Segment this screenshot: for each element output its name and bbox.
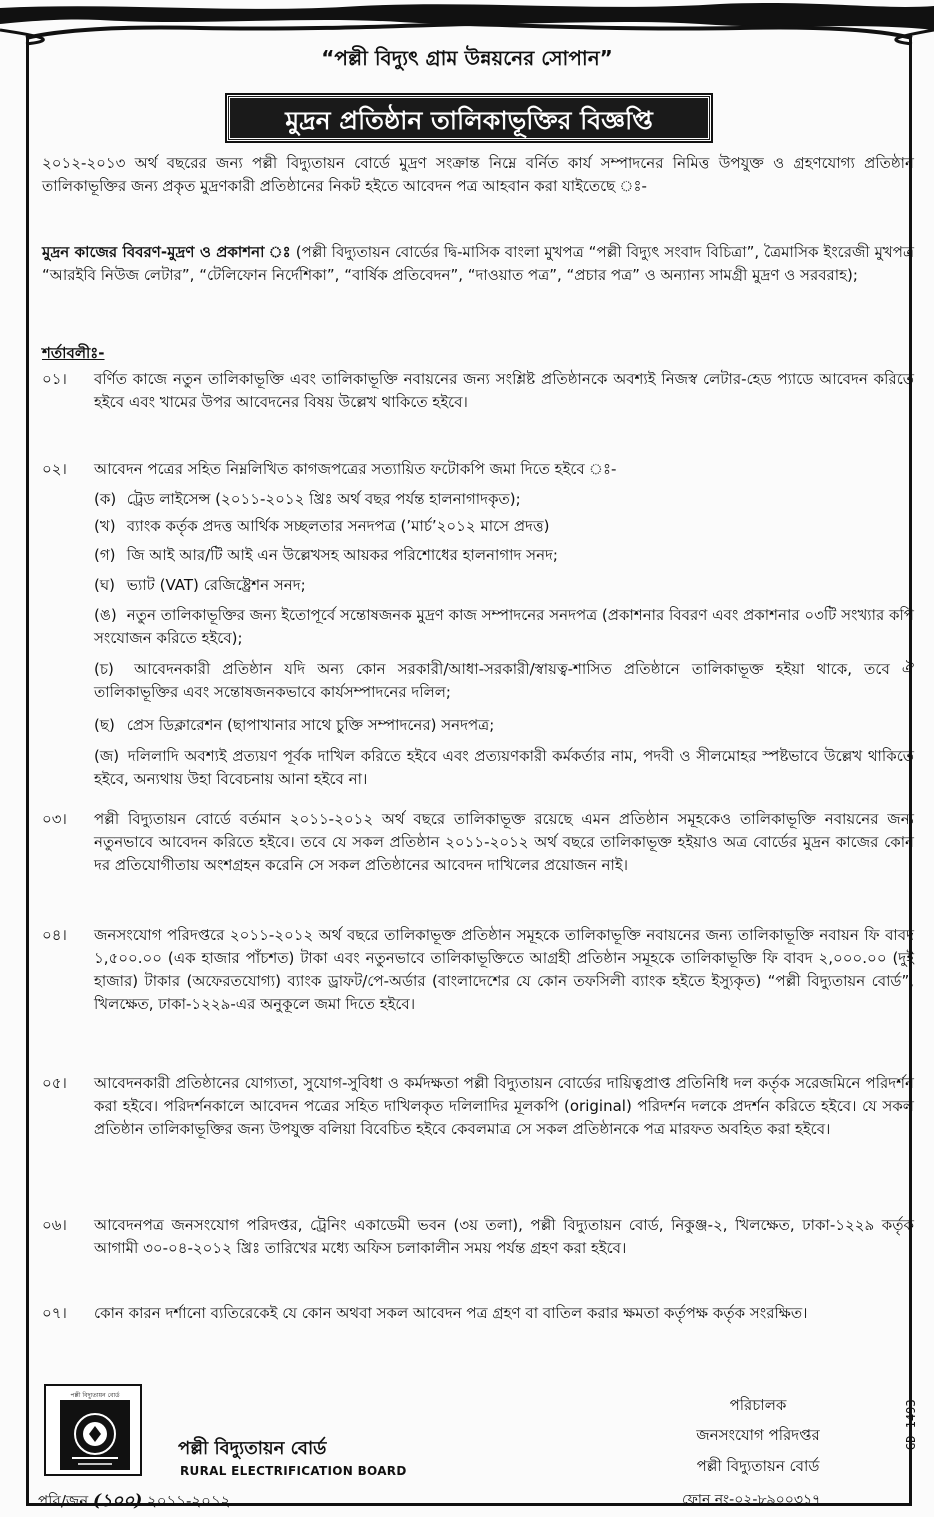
document-item — [94, 544, 914, 567]
condition-number: ০৭। — [42, 1304, 67, 1322]
condition-item: আবেদনপত্র জনসংযোগ পরিদপ্তর, ট্রেনিং একাডেমী ভবন (৩য় তলা), পল্লী বিদ্যুতায়ন বোর্ড, নিকুঞ্জ-২, খিলক্ষেত, ঢাকা-১২২৯ কর্তৃক আগামী ৩০-০৪-২০১২ খ্রিঃ তারিখের মধ্যে অফিস চলাকালীন সময় পর্যন্ত গ্রহণ করা হইবে। — [94, 1216, 914, 1257]
org-name-bangla: পল্লী বিদ্যুতায়ন বোর্ড — [178, 1438, 327, 1459]
condition-number: ০৬। — [42, 1216, 67, 1234]
org-name-english: RURAL ELECTRIFICATION BOARD — [180, 1464, 407, 1478]
slogan: “পল্লী বিদ্যুৎ গ্রাম উন্নয়নের সোপান” — [321, 46, 613, 70]
document-label: (ঘ) — [94, 576, 115, 594]
document-text: দলিলাদি অবশ্যই প্রত্যয়ণ পূর্বক দাখিল করিতে হইবে এবং প্রত্যয়ণকারী কর্মকর্তার নাম, পদবী ও সীলমোহর স্পষ্টভাবে উল্লেখ থাকিতে হইবে, অন্যথায় উহা বিবেচনায় আনা হইবে না। — [94, 747, 914, 788]
signatory-title: পরিচালক — [729, 1396, 787, 1414]
intro-paragraph: ২০১২-২০১৩ অর্থ বছরের জন্য পল্লী বিদ্যুতায়ন বোর্ডে মুদ্রণ সংক্রান্ত নিম্নে বর্নিত কার্য সম্পাদনের নিমিত্ত উপযুক্ত ও গ্রহণযোগ্য প্রতিষ্ঠান তালিকাভূক্তির জন্য প্রকৃত মুদ্রণকারী প্রতিষ্ঠানের নিকট হইতে আবেদন পত্র আহবান করা যাইতেছে ঃ- — [42, 154, 914, 195]
document-label: (ক) — [94, 490, 117, 508]
condition-number: ০৩। — [42, 810, 67, 828]
document-label: (জ) — [94, 747, 120, 765]
reb-logo — [44, 1384, 142, 1476]
reb-emblem-icon — [60, 1400, 130, 1470]
document-item — [94, 515, 914, 538]
condition-item: পল্লী বিদ্যুতায়ন বোর্ডে বর্তমান ২০১১-২০১২ অর্থ বছরে তালিকাভূক্ত রয়েছে এমন প্রতিষ্ঠান সমূহকেও তালিকাভূক্তি নবায়নের জন্য নতুনভাবে আবেদন করিতে হইবে। তবে যে সকল প্রতিষ্ঠান ২০১১-২০১২ অর্থ বছরে তালিকাভূক্ত হইয়াও অত্র বোর্ডের মুদ্রন কাজের কোন দর প্রতিযোগীতায় অংশগ্রহন করেনি সে সকল প্রতিষ্ঠানের আবেদন দাখিলের প্রয়োজন নাই। — [94, 810, 914, 874]
condition-item: আবেদনকারী প্রতিষ্ঠানের যোগ্যতা, সুযোগ-সুবিধা ও কর্মদক্ষতা পল্লী বিদ্যুতায়ন বোর্ডের দায়িত্বপ্রাপ্ত প্রতিনিধি দল কর্তৃক সরেজমিনে পরিদর্শন করা হইবে। পরিদর্শনকালে আবেদন পত্রের সহিত দাখিলকৃত দলিলাদির মূলকপি (original) পরিদর্শন দলকে প্রদর্শন করিতে হইবে। যে সকল প্রতিষ্ঠান তালিকাভূক্তির জন্য উপযুক্ত বলিয়া বিবেচিত হইবে কেবলমাত্র সে সকল প্রতিষ্ঠানকে পত্র মারফত অবহিত করা হইবে। — [94, 1074, 914, 1138]
signatory-organization: পল্লী বিদ্যুতায়ন বোর্ড — [696, 1457, 820, 1475]
phone-number: ফোন নং-০২-৮৯০০৩১৭ — [682, 1492, 822, 1508]
work-description-body: (পল্লী বিদ্যুতায়ন বোর্ডের দ্বি-মাসিক বাংলা মুখপত্র “পল্লী বিদ্যুৎ সংবাদ বিচিত্রা”, ত্রৈমাসিক ইংরেজী মুখপত্র “আরইবি নিউজ লেটার”, “টেলিফোন নির্দেশিকা”, “বার্ষিক প্রতিবেদন”, “দাওয়াত পত্র”, “প্রচার পত্র” ও অন্যান্য সামগ্রী মুদ্রণ ও সরবরাহ); — [42, 243, 914, 284]
work-description-lead: মুদ্রন কাজের বিবরণ-মুদ্রণ ও প্রকাশনা ঃ — [42, 243, 291, 261]
document-item — [94, 658, 914, 704]
condition-number: ০৪। — [42, 926, 67, 944]
document-item — [94, 574, 914, 597]
document-text: প্রেস ডিক্লারেশন (ছাপাখানার সাথে চুক্তি সম্পাদনের) সনদপত্র; — [126, 716, 495, 734]
condition-item: জনসংযোগ পরিদপ্তরে ২০১১-২০১২ অর্থ বছরে তালিকাভূক্ত প্রতিষ্ঠান সমূহকে তালিকাভূক্তি নবায়নের জন্য তালিকাভূক্তি নবায়ন ফি বাবদ ১,৫০০.০০ (এক হাজার পাঁচশত) টাকা এবং নতুনভাবে তালিকাভূক্তিতে আগ্রহী প্রতিষ্ঠান সমূহকে তালিকাভূক্তি ফি বাবদ ২,০০০.০০ (দুই হাজার) টাকার (অফেরতযোগ্য) ব্যাংক ড্রাফট/পে-অর্ডার (বাংলাদেশের যে কোন তফসিলী ব্যাংক হইতে ইস্যুকৃত) “পল্লী বিদ্যুতায়ন বোর্ড”, খিলক্ষেত, ঢাকা-১২২৯-এর অনুকূলে জমা দিতে হইবে। — [94, 926, 914, 1013]
condition-item: কোন কারন দর্শানো ব্যতিরেকেই যে কোন অথবা সকল আবেদন পত্র গ্রহণ বা বাতিল করার ক্ষমতা কর্তৃপক্ষ কর্তৃক সংরক্ষিত। — [94, 1304, 808, 1322]
document-item — [94, 745, 914, 791]
document-text: ব্যাংক কর্তৃক প্রদত্ত আর্থিক সচ্ছলতার সনদপত্র (’মার্চ’২০১২ মাসে প্রদত্ত) — [126, 517, 550, 535]
document-text: ট্রেড লাইসেন্স (২০১১-২০১২ খ্রিঃ অর্থ বছর পর্যন্ত হালনাগাদকৃত); — [126, 490, 521, 508]
signatory-department: জনসংযোগ পরিদপ্তর — [696, 1426, 820, 1444]
reference-year: ২০১১-২০১২ — [147, 1492, 231, 1510]
document-label: (চ) — [94, 660, 114, 678]
condition-item: আবেদন পত্রের সহিত নিম্নলিখিত কাগজপত্রের সত্যায়িত ফটোকপি জমা দিতে হইবে ঃ- — [94, 460, 617, 478]
condition-number: ০৫। — [42, 1074, 67, 1092]
document-text: জি আই আর/টি আই এন উল্লেখসহ আয়কর পরিশোধের হালনাগাদ সনদ; — [126, 546, 558, 564]
logo-caption: পল্লী বিদ্যুতায়ন বোর্ড — [70, 1392, 120, 1399]
document-text: আবেদনকারী প্রতিষ্ঠান যদি অন্য কোন সরকারী/আধা-সরকারী/স্বায়ত্ব-শাসিত প্রতিষ্ঠানে তালিকাভূক্ত হইয়া থাকে, তবে ঐ তালিকাভূক্তির এবং সন্তোষজনকভাবে কার্যসম্পাদনের দলিল; — [94, 660, 914, 701]
condition-item: বর্ণিত কাজে নতুন তালিকাভূক্তি এবং তালিকাভূক্তি নবায়নের জন্য সংশ্লিষ্ট প্রতিষ্ঠানকে অবশ্যই নিজস্ব লেটার-হেড প্যাডে আবেদন করিতে হইবে এবং খামের উপর আবেদনের বিষয় উল্লেখ থাকিতে হইবে। — [94, 370, 914, 411]
conditions-heading: শর্তাবলীঃ- — [42, 344, 105, 362]
reference-serial: (১০০) — [93, 1491, 143, 1511]
document-label: (ঙ) — [94, 606, 117, 624]
work-description — [42, 241, 914, 287]
document-label: (খ) — [94, 517, 116, 535]
document-item — [94, 604, 914, 650]
condition-number: ০২। — [42, 460, 67, 478]
reference-number — [38, 1488, 230, 1516]
gd-code: GD-1493 — [904, 1399, 918, 1450]
reference-prefix: পবি/জন — [38, 1492, 89, 1510]
document-label: (ছ) — [94, 716, 115, 734]
document-text: নতুন তালিকাভূক্তির জন্য ইতোপূর্বে সন্তোষজনক মুদ্রণ কাজ সম্পাদনের সনদপত্র (প্রকাশনার বিবরণ এবং প্রকাশনার ০৩টি সংখ্যার কপি সংযোজন করিতে হইবে); — [94, 606, 914, 647]
document-item — [94, 488, 914, 511]
condition-number: ০১। — [42, 370, 67, 388]
document-label: (গ) — [94, 546, 116, 564]
document-item — [94, 714, 914, 737]
document-text: ভ্যাট (VAT) রেজিষ্ট্রেশন সনদ; — [126, 576, 306, 594]
notice-title: মুদ্রন প্রতিষ্ঠান তালিকাভূক্তির বিজ্ঞপ্তি — [227, 95, 711, 141]
